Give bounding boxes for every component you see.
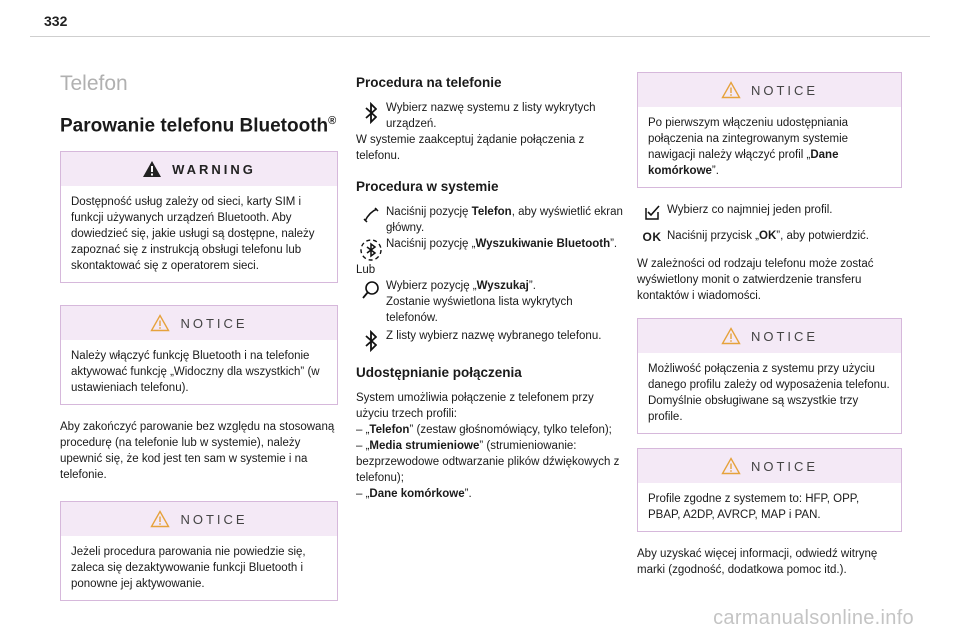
page-heading xyxy=(60,110,338,137)
profile-data xyxy=(356,486,626,502)
warning-icon xyxy=(142,160,162,178)
ok-icon: OK xyxy=(642,230,662,244)
notice-icon xyxy=(150,314,170,332)
notice-title: NOTICE xyxy=(750,328,819,344)
confirm-text xyxy=(667,228,869,244)
notice-header xyxy=(61,306,337,340)
text-run: Zostanie wyświetlona lista wykrytych telefonów. xyxy=(386,296,573,324)
notice-text: Należy włączyć funkcję Bluetooth i na telefonie aktywować funkcję „Widoczny dla wszystkich” (w ustawieniach telefonu). xyxy=(71,350,320,395)
header-divider xyxy=(30,36,930,37)
warning-text: Dostępność usług zależy od sieci, karty SIM i funkcji używanych urządzeń Bluetooth. Aby dowiedzieć się, jakie usługi są dostępne, należy zapoznać się z instrukcją obsługi telefonu lub skontaktować się z operatorem sieci. xyxy=(71,196,315,273)
notice-icon xyxy=(150,510,170,528)
or-label: Lub xyxy=(356,264,376,276)
notice-box-1 xyxy=(60,305,338,405)
text-run: ”. xyxy=(528,280,536,292)
notice-box-3 xyxy=(637,72,902,188)
warning-header xyxy=(61,152,337,186)
paragraph-code-check: Aby zakończyć parowanie bez względu na stosowaną procedurę (na telefonie lub w systemie), należy upewnić się, że kod jest ten sam w systemie i na telefonie. xyxy=(60,421,335,482)
bluetooth-search-label: Wyszukiwanie Bluetooth xyxy=(475,238,611,250)
system-step-2 xyxy=(356,236,626,262)
page-heading-text: Parowanie telefonu Bluetooth xyxy=(60,115,329,137)
profile-name: Dane komórkowe xyxy=(648,149,839,177)
paragraph-more-info: Aby uzyskać więcej informacji, odwiedź witrynę marki (zgodność, dodatkowa pomoc itd.). xyxy=(637,548,878,576)
paragraph-transfer: W zależności od rodzaju telefonu może zostać wyświetlony monit o zatwierdzenie transferu kontaktów i wiadomości. xyxy=(637,258,874,302)
select-profile-step xyxy=(637,202,902,220)
profile-media xyxy=(356,438,626,486)
search-icon xyxy=(361,280,381,300)
sharing-title: Udostępnianie połączenia xyxy=(356,365,522,380)
phone-step-2: W systemie zaakceptuj żądanie połączenia z telefonu. xyxy=(356,134,585,162)
phone-step-1-text: Wybierz nazwę systemu z listy wykrytych urządzeń. xyxy=(386,102,596,130)
text-run: Naciśnij przycisk „ xyxy=(667,230,760,242)
text-run: ”. xyxy=(711,165,719,177)
text-run: Naciśnij pozycję „ xyxy=(386,238,476,250)
system-procedure-title: Procedura w systemie xyxy=(356,179,499,194)
column-left xyxy=(60,68,338,615)
notice-header xyxy=(638,73,901,107)
notice-icon xyxy=(721,81,741,99)
telefon-label: Telefon xyxy=(471,206,512,218)
bluetooth-icon xyxy=(365,102,377,124)
column-right xyxy=(637,72,902,578)
bluetooth-search-icon xyxy=(359,238,383,262)
profile-telefon xyxy=(356,422,626,438)
phone-step-1 xyxy=(356,100,626,132)
text-run: Po pierwszym włączeniu udostępniania połączenia na zintegrowanym systemie nawigacji należy włączyć profil „ xyxy=(648,117,849,161)
notice-text: Profile zgodne z systemem to: HFP, OPP, PBAP, A2DP, AVRCP, MAP i PAN. xyxy=(648,493,860,521)
system-step-3 xyxy=(356,278,626,326)
system-step-2-text xyxy=(386,236,617,252)
profile-name: Media strumieniowe xyxy=(369,440,480,452)
text-run: – „ xyxy=(356,488,370,500)
bluetooth-icon xyxy=(365,330,377,352)
column-middle xyxy=(356,74,626,502)
text-run: ”. xyxy=(610,238,618,250)
text-run: ”, aby potwierdzić. xyxy=(776,230,869,242)
system-step-1-text xyxy=(386,204,626,236)
page-number: 332 xyxy=(44,13,68,29)
notice-text: Możliwość połączenia z systemu przy użyciu danego profilu zależy od wyposażenia telefonu. xyxy=(648,363,890,391)
notice-icon xyxy=(721,457,741,475)
system-step-1 xyxy=(356,204,626,236)
watermark: carmanualsonline.info xyxy=(713,607,914,629)
notice-header xyxy=(638,449,901,483)
checkbox-icon xyxy=(644,204,660,220)
text-run: – „ xyxy=(356,424,370,436)
notice-title: NOTICE xyxy=(180,511,248,527)
system-step-3-text xyxy=(386,278,626,326)
notice-title: NOTICE xyxy=(750,82,819,98)
notice-text xyxy=(648,115,891,179)
registered-mark: ® xyxy=(328,115,337,127)
text-run: ”. xyxy=(464,488,472,500)
select-profile-text: Wybierz co najmniej jeden profil. xyxy=(667,204,833,216)
text-run: – „ xyxy=(356,440,370,452)
system-step-4-text: Z listy wybierz nazwę wybranego telefonu. xyxy=(386,330,602,342)
ok-label: OK xyxy=(759,230,777,242)
text-run: Wybierz pozycję „ xyxy=(386,280,477,292)
notice-title: NOTICE xyxy=(750,458,819,474)
notice-text: Domyślnie obsługiwane są wszystkie trzy profile. xyxy=(648,395,859,423)
notice-icon xyxy=(721,327,741,345)
text-run: ” (zestaw głośnomówiący, tylko telefon); xyxy=(409,424,612,436)
phone-procedure-title: Procedura na telefonie xyxy=(356,75,502,90)
warning-title: WARNING xyxy=(172,161,256,177)
notice-box-4 xyxy=(637,318,902,434)
notice-text: Jeżeli procedura parowania nie powiedzie się, zaleca się dezaktywowanie funkcji Bluetooth i ponowne jej aktywowanie. xyxy=(71,546,306,591)
section-title: Telefon xyxy=(60,72,128,95)
system-step-4 xyxy=(356,328,626,352)
warning-box xyxy=(60,151,338,283)
profile-name: Telefon xyxy=(369,424,410,436)
notice-title: NOTICE xyxy=(180,315,248,331)
notice-header xyxy=(638,319,901,353)
text-run: Naciśnij pozycję xyxy=(386,206,472,218)
notice-header xyxy=(61,502,337,536)
notice-box-5 xyxy=(637,448,902,532)
profile-name: Dane komórkowe xyxy=(369,488,465,500)
text-run: ” (strumieniowanie: bezprzewodowe odtwarzanie plików dźwiękowych z telefonu); xyxy=(356,440,620,484)
search-label: Wyszukaj xyxy=(476,280,529,292)
confirm-step xyxy=(637,228,902,244)
notice-box-2 xyxy=(60,501,338,601)
sharing-intro: System umożliwia połączenie z telefonem przy użyciu trzech profili: xyxy=(356,392,594,420)
text-run: , aby wyświetlić ekran główny. xyxy=(386,206,623,234)
phone-handset-icon xyxy=(362,206,380,224)
